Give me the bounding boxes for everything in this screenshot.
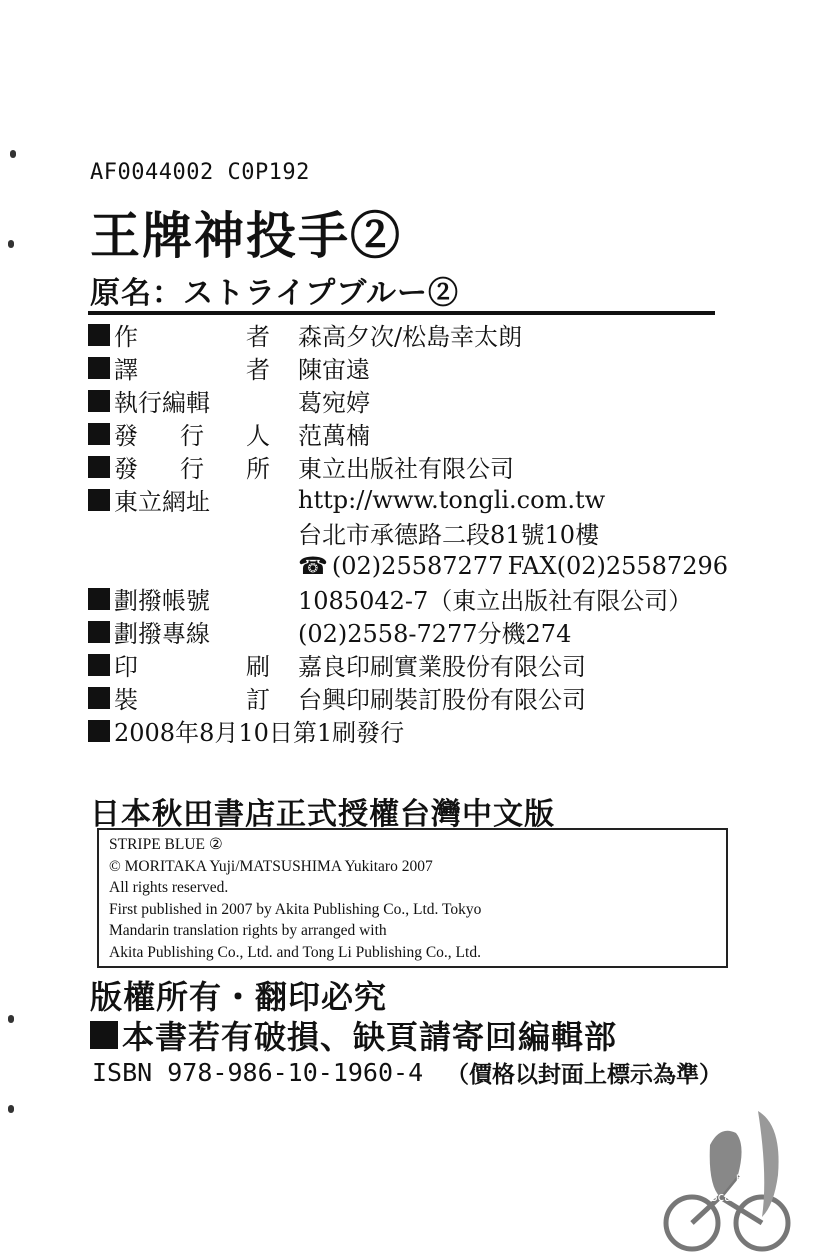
rights-notice: 版權所有・翻印必究: [90, 978, 388, 1016]
print-date-row: [88, 714, 728, 747]
credit-value: (02)2558-7277分機274: [298, 620, 572, 648]
credit-label-part: 發: [114, 455, 138, 483]
credit-label-part: 者: [246, 356, 270, 384]
credit-label-part: 行: [180, 455, 204, 483]
authorization-line: 日本秋田書店正式授權台灣中文版: [90, 797, 555, 832]
credit-label-part: 發: [114, 422, 138, 450]
credit-row: [88, 450, 728, 483]
credit-row: [88, 648, 728, 681]
book-title: 王牌神投手②: [90, 206, 402, 265]
bicycle-silhouette-logo: [650, 1105, 800, 1255]
credit-value: 嘉良印刷實業股份有限公司: [298, 653, 586, 681]
credit-value: 1085042-7（東立出版社有限公司）: [298, 587, 693, 615]
copyright-box: [97, 828, 728, 968]
address: 台北市承德路二段81號10樓: [298, 521, 600, 549]
credit-label-part: 印: [114, 653, 138, 681]
credit-row: [88, 615, 728, 648]
credit-label: [114, 449, 270, 484]
bullet-square: [88, 654, 110, 676]
bullet-square: [88, 456, 110, 478]
logo-by-text: By: [736, 1174, 748, 1184]
bullet-square: [88, 621, 110, 643]
telephone-icon: ☎: [298, 551, 328, 580]
credit-label: [114, 416, 270, 451]
credit-label-part: 刷: [246, 653, 270, 681]
scan-speck: [10, 150, 16, 158]
print-date: 2008年8月10日第1刷發行: [114, 719, 405, 747]
credit-label-part: 譯: [114, 356, 138, 384]
isbn-number: ISBN 978-986-10-1960-4: [92, 1058, 424, 1087]
copyright-line: © MORITAKA Yuji/MATSUSHIMA Yukitaro 2007: [109, 857, 433, 875]
credit-row: [88, 582, 728, 615]
bullet-square: [88, 423, 110, 445]
bullet-square: [88, 588, 110, 610]
credit-row: [88, 318, 728, 351]
credit-label-part: 裝: [114, 686, 138, 714]
copyright-line: Mandarin translation rights by arranged with: [109, 922, 387, 939]
credit-value: http://www.tongli.com.tw: [298, 485, 606, 514]
isbn-row: [92, 1056, 722, 1089]
bullet-square: [88, 390, 110, 412]
credit-label-part: 劃撥帳號: [114, 587, 210, 615]
copyright-line: STRIPE BLUE ②: [109, 836, 223, 853]
credit-label-part: 行: [180, 422, 204, 450]
copyright-line: All rights reserved.: [109, 879, 229, 896]
logo-scan-text: Scan: [710, 1190, 740, 1204]
credit-label-part: 者: [246, 323, 270, 351]
credit-value: 森高夕次/松島幸太朗: [298, 323, 523, 351]
rider-figure: [710, 1131, 742, 1197]
credit-row: [88, 384, 728, 417]
scan-speck: [8, 240, 14, 248]
credit-value: 東立出版社有限公司: [298, 455, 514, 483]
bullet-square: [88, 357, 110, 379]
credit-value: 范萬楠: [298, 422, 370, 450]
credit-label: [114, 350, 270, 385]
credit-row: [88, 681, 728, 714]
credit-value: 陳宙遠: [298, 356, 370, 384]
bullet-square: [88, 720, 110, 742]
bullet-square: [88, 324, 110, 346]
credit-value: 葛宛婷: [298, 389, 370, 417]
original-title: 原名：ストライプブルー②: [90, 276, 459, 311]
credit-label-part: 劃撥專線: [114, 620, 210, 648]
credit-label-part: 訂: [246, 686, 270, 714]
price-note: （價格以封面上標示為準）: [446, 1061, 722, 1088]
scan-speck: [8, 1105, 14, 1113]
credit-label: [114, 647, 270, 682]
defect-notice: 本書若有破損、缺頁請寄回編輯部: [122, 1018, 618, 1056]
fax-number: FAX(02)25587296: [507, 551, 728, 580]
credit-label: [114, 614, 270, 649]
credit-label-part: 所: [246, 455, 270, 483]
credit-label: [114, 383, 270, 418]
tel-number: (02)25587277: [331, 551, 504, 580]
credit-label-part: 執行編輯: [114, 389, 210, 417]
credit-row: [88, 417, 728, 450]
bullet-square: [90, 1021, 118, 1049]
credit-row: [88, 351, 728, 384]
credit-label: [114, 680, 270, 715]
credit-value: 台興印刷裝訂股份有限公司: [298, 686, 586, 714]
address-row: [88, 516, 728, 549]
credit-label-part: 東立網址: [114, 488, 210, 516]
credit-label: [114, 581, 270, 616]
bullet-square: [88, 489, 110, 511]
scan-speck: [8, 1015, 14, 1023]
copyright-line: First published in 2007 by Akita Publishing Co., Ltd. Tokyo: [109, 900, 482, 918]
credit-label: [114, 482, 270, 517]
copyright-line: Akita Publishing Co., Ltd. and Tong Li Publishing Co., Ltd.: [109, 943, 481, 961]
defect-notice-row: [90, 1012, 617, 1058]
credit-label-part: 作: [114, 323, 138, 351]
product-code: AF0044002 C0P192: [90, 160, 310, 185]
credits-list: [88, 318, 728, 747]
phone-row: [88, 549, 728, 582]
credit-label: [114, 317, 270, 352]
credit-row: [88, 483, 728, 516]
header-divider: [88, 311, 715, 315]
credit-label-part: 人: [246, 422, 270, 450]
bullet-square: [88, 687, 110, 709]
